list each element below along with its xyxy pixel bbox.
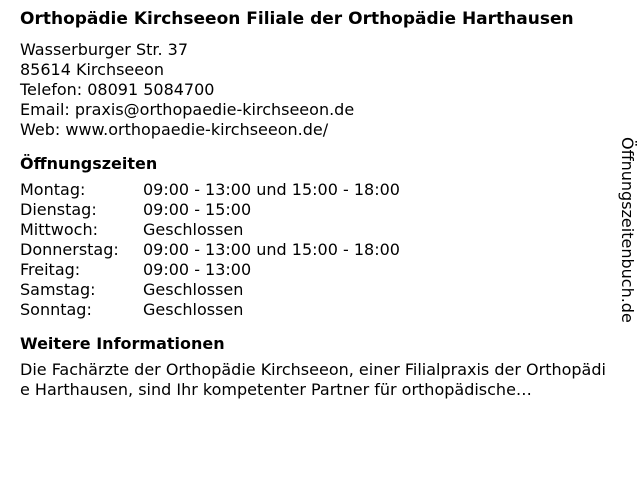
watermark-text: Öffnungszeitenbuch.de <box>618 137 637 323</box>
day-label: Mittwoch: <box>20 220 98 239</box>
day-label: Samstag: <box>20 280 96 299</box>
contact-block <box>20 40 612 140</box>
day-label: Montag: <box>20 180 86 199</box>
phone-line: Telefon: 08091 5084700 <box>20 80 215 99</box>
hours-row-monday <box>20 180 612 200</box>
time-value: Geschlossen <box>143 220 244 239</box>
hours-table <box>20 180 612 320</box>
hours-row-friday <box>20 260 612 280</box>
time-value: 09:00 - 13:00 <box>143 260 252 279</box>
day-label: Freitag: <box>20 260 81 279</box>
day-label: Sonntag: <box>20 300 92 319</box>
street-address: Wasserburger Str. 37 <box>20 40 189 59</box>
time-value: 09:00 - 15:00 <box>143 200 252 219</box>
content <box>20 8 612 400</box>
info-heading: Weitere Informationen <box>20 334 225 353</box>
hours-heading: Öffnungszeiten <box>20 154 158 173</box>
city-postal: 85614 Kirchseeon <box>20 60 165 79</box>
info-text: Die Fachärzte der Orthopädie Kirchseeon, einer Filialpraxis der Orthopädie Harthausen, sind Ihr kompetenter Partner für orthopädische… <box>20 360 606 399</box>
hours-row-thursday <box>20 240 612 260</box>
time-value: 09:00 - 13:00 und 15:00 - 18:00 <box>143 180 400 199</box>
time-value: 09:00 - 13:00 und 15:00 - 18:00 <box>143 240 400 259</box>
web-line: Web: www.orthopaedie-kirchseeon.de/ <box>20 120 329 139</box>
day-label: Donnerstag: <box>20 240 119 259</box>
time-value: Geschlossen <box>143 280 244 299</box>
hours-row-sunday <box>20 300 612 320</box>
time-value: Geschlossen <box>143 300 244 319</box>
day-label: Dienstag: <box>20 200 97 219</box>
business-title: Orthopädie Kirchseeon Filiale der Orthopädie Harthausen <box>20 9 574 29</box>
hours-row-saturday <box>20 280 612 300</box>
hours-row-tuesday <box>20 200 612 220</box>
hours-row-wednesday <box>20 220 612 240</box>
email-line: Email: praxis@orthopaedie-kirchseeon.de <box>20 100 355 119</box>
